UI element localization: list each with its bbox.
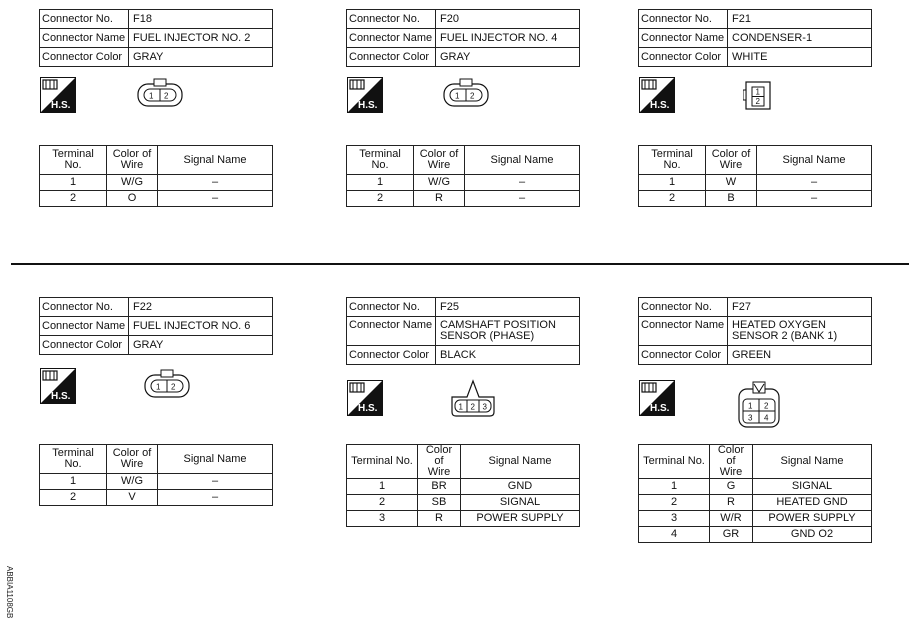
signal-name-cell: POWER SUPPLY (461, 511, 580, 527)
signal-name-cell: HEATED GND (753, 495, 872, 511)
terminal-no-cell: 1 (639, 479, 710, 495)
pin-2-label: 2 (764, 401, 769, 411)
pin-2-label: 2 (755, 97, 760, 106)
table-row (639, 479, 872, 495)
connector-info-table (39, 297, 273, 355)
wire-color-cell: W (706, 175, 757, 191)
connector-face-2pin-icon (136, 78, 186, 115)
signal-name-cell: GND (461, 479, 580, 495)
connector-block-f18 (39, 9, 273, 67)
hs-harness-side-icon (40, 77, 76, 113)
connector-name-label: Connector Name (347, 317, 436, 346)
terminal-no-cell: 1 (347, 175, 414, 191)
connector-no-label: Connector No. (347, 298, 436, 317)
connector-info-table (638, 9, 872, 67)
connector-name-value: FUEL INJECTOR NO. 2 (129, 29, 273, 48)
color-of-wire-header: Color of Wire (107, 445, 158, 474)
terminal-no-header: Terminal No. (40, 146, 107, 175)
signal-name-header: Signal Name (753, 445, 872, 479)
terminal-table (346, 145, 580, 207)
table-row (40, 191, 273, 207)
pin-2-label: 2 (470, 402, 475, 412)
terminal-table (39, 444, 273, 506)
signal-name-header: Signal Name (158, 146, 273, 175)
pin-3-label: 3 (748, 413, 753, 423)
signal-name-cell: – (158, 175, 273, 191)
hs-label: H.S. (358, 100, 378, 111)
terminal-no-cell: 2 (40, 490, 107, 506)
signal-name-cell: – (158, 191, 273, 207)
wire-color-cell: GR (710, 527, 753, 543)
signal-name-cell: GND O2 (753, 527, 872, 543)
wire-color-cell: SB (418, 495, 461, 511)
table-row (347, 191, 580, 207)
connector-block-f22 (39, 297, 273, 355)
terminal-table-f22 (39, 444, 273, 506)
connector-color-value: GRAY (436, 48, 580, 67)
terminal-no-cell: 2 (639, 191, 706, 207)
terminal-table-f25 (346, 444, 580, 527)
hs-label: H.S. (358, 403, 378, 414)
connector-name-label: Connector Name (40, 29, 129, 48)
terminal-table (346, 444, 580, 527)
pin-1-label: 1 (156, 382, 161, 392)
connector-block-f25 (346, 297, 580, 365)
table-row (40, 490, 273, 506)
color-of-wire-header: Color of Wire (107, 146, 158, 175)
wire-color-cell: V (107, 490, 158, 506)
hs-harness-side-icon (347, 77, 383, 113)
connector-no-value: F27 (728, 298, 872, 317)
connector-color-value: GRAY (129, 336, 273, 355)
connector-no-label: Connector No. (40, 298, 129, 317)
terminal-no-cell: 3 (347, 511, 418, 527)
table-row (639, 511, 872, 527)
terminal-table-f18 (39, 145, 273, 207)
pin-1-label: 1 (748, 401, 753, 411)
pin-3-label: 3 (482, 402, 487, 412)
terminal-no-cell: 1 (347, 479, 418, 495)
terminal-table-f21 (638, 145, 872, 207)
connector-name-value: FUEL INJECTOR NO. 6 (129, 317, 273, 336)
pin-2-label: 2 (164, 91, 169, 101)
terminal-no-cell: 1 (40, 474, 107, 490)
signal-name-header: Signal Name (461, 445, 580, 479)
wire-color-cell: W/G (414, 175, 465, 191)
connector-no-value: F25 (436, 298, 580, 317)
connector-name-label: Connector Name (639, 29, 728, 48)
pin-1-label: 1 (458, 402, 463, 412)
terminal-table-f20 (346, 145, 580, 207)
terminal-table (39, 145, 273, 207)
pin-1-label: 1 (755, 87, 760, 97)
wire-color-cell: G (710, 479, 753, 495)
connector-name-value: CAMSHAFT POSITION SENSOR (PHASE) (436, 317, 580, 346)
connector-no-value: F18 (129, 10, 273, 29)
connector-name-value: HEATED OXYGEN SENSOR 2 (BANK 1) (728, 317, 872, 346)
connector-info-table (39, 9, 273, 67)
signal-name-cell: – (158, 490, 273, 506)
terminal-table (638, 444, 872, 543)
section-divider (11, 263, 909, 265)
connector-color-label: Connector Color (639, 48, 728, 67)
connector-name-label: Connector Name (40, 317, 129, 336)
wire-color-cell: W/G (107, 474, 158, 490)
color-of-wire-header: Color of Wire (414, 146, 465, 175)
connector-color-label: Connector Color (40, 336, 129, 355)
table-row (40, 474, 273, 490)
connector-color-label: Connector Color (347, 346, 436, 365)
connector-block-f21 (638, 9, 872, 67)
connector-face-2pin-icon (143, 369, 193, 406)
connector-block-f27 (638, 297, 872, 365)
connector-no-value: F22 (129, 298, 273, 317)
connector-face-vertical-2pin-icon (743, 80, 773, 117)
hs-harness-side-icon (639, 380, 675, 416)
signal-name-cell: – (757, 175, 872, 191)
hs-label: H.S. (51, 100, 71, 111)
connector-face-4pin-icon (737, 381, 783, 436)
connector-info-table (638, 297, 872, 365)
wire-color-cell: R (414, 191, 465, 207)
terminal-no-header: Terminal No. (347, 146, 414, 175)
terminal-no-cell: 2 (347, 191, 414, 207)
terminal-no-header: Terminal No. (639, 146, 706, 175)
signal-name-cell: – (465, 191, 580, 207)
connector-color-value: GRAY (129, 48, 273, 67)
color-of-wire-header: Color of Wire (710, 445, 753, 479)
connector-color-value: BLACK (436, 346, 580, 365)
connector-color-label: Connector Color (40, 48, 129, 67)
pin-2-label: 2 (470, 91, 475, 101)
connector-no-label: Connector No. (347, 10, 436, 29)
table-row (347, 511, 580, 527)
wire-color-cell: B (706, 191, 757, 207)
hs-harness-side-icon (347, 380, 383, 416)
signal-name-cell: SIGNAL (753, 479, 872, 495)
connector-name-label: Connector Name (639, 317, 728, 346)
connector-no-label: Connector No. (639, 298, 728, 317)
hs-label: H.S. (51, 391, 71, 402)
connector-color-label: Connector Color (639, 346, 728, 365)
connector-face-3pin-icon (449, 379, 497, 424)
hs-label: H.S. (650, 100, 670, 111)
pin-4-label: 4 (764, 413, 769, 423)
pin-1-label: 1 (149, 91, 154, 101)
hs-label: H.S. (650, 403, 670, 414)
terminal-no-cell: 2 (40, 191, 107, 207)
signal-name-header: Signal Name (757, 146, 872, 175)
hs-harness-side-icon (40, 368, 76, 404)
terminal-no-header: Terminal No. (347, 445, 418, 479)
wire-color-cell: W/R (710, 511, 753, 527)
terminal-no-cell: 4 (639, 527, 710, 543)
hs-harness-side-icon (639, 77, 675, 113)
connector-no-label: Connector No. (40, 10, 129, 29)
table-row (639, 191, 872, 207)
terminal-no-cell: 3 (639, 511, 710, 527)
terminal-table (638, 145, 872, 207)
terminal-no-cell: 1 (40, 175, 107, 191)
connector-face-2pin-icon (442, 78, 492, 115)
table-row (639, 175, 872, 191)
wire-color-cell: BR (418, 479, 461, 495)
pin-1-label: 1 (455, 91, 460, 101)
connector-no-value: F21 (728, 10, 872, 29)
signal-name-cell: POWER SUPPLY (753, 511, 872, 527)
connector-info-table (346, 9, 580, 67)
connector-name-label: Connector Name (347, 29, 436, 48)
signal-name-header: Signal Name (465, 146, 580, 175)
color-of-wire-header: Color of Wire (706, 146, 757, 175)
connector-color-value: WHITE (728, 48, 872, 67)
color-of-wire-header: Color of Wire (418, 445, 461, 479)
wire-color-cell: R (418, 511, 461, 527)
table-row (40, 175, 273, 191)
figure-id: ABBIA1108GB (5, 566, 14, 619)
connector-name-value: FUEL INJECTOR NO. 4 (436, 29, 580, 48)
pin-2-label: 2 (171, 382, 176, 392)
signal-name-cell: – (158, 474, 273, 490)
signal-name-cell: SIGNAL (461, 495, 580, 511)
table-row (347, 479, 580, 495)
connector-no-label: Connector No. (639, 10, 728, 29)
terminal-no-cell: 2 (639, 495, 710, 511)
terminal-no-header: Terminal No. (639, 445, 710, 479)
wire-color-cell: O (107, 191, 158, 207)
signal-name-cell: – (757, 191, 872, 207)
table-row (347, 175, 580, 191)
terminal-no-cell: 2 (347, 495, 418, 511)
connector-no-value: F20 (436, 10, 580, 29)
connector-color-label: Connector Color (347, 48, 436, 67)
terminal-no-header: Terminal No. (40, 445, 107, 474)
table-row (639, 495, 872, 511)
connector-color-value: GREEN (728, 346, 872, 365)
connector-info-table (346, 297, 580, 365)
connector-block-f20 (346, 9, 580, 67)
connector-name-value: CONDENSER-1 (728, 29, 872, 48)
table-row (639, 527, 872, 543)
terminal-no-cell: 1 (639, 175, 706, 191)
table-row (347, 495, 580, 511)
wire-color-cell: R (710, 495, 753, 511)
signal-name-cell: – (465, 175, 580, 191)
terminal-table-f27 (638, 444, 872, 543)
wire-color-cell: W/G (107, 175, 158, 191)
signal-name-header: Signal Name (158, 445, 273, 474)
